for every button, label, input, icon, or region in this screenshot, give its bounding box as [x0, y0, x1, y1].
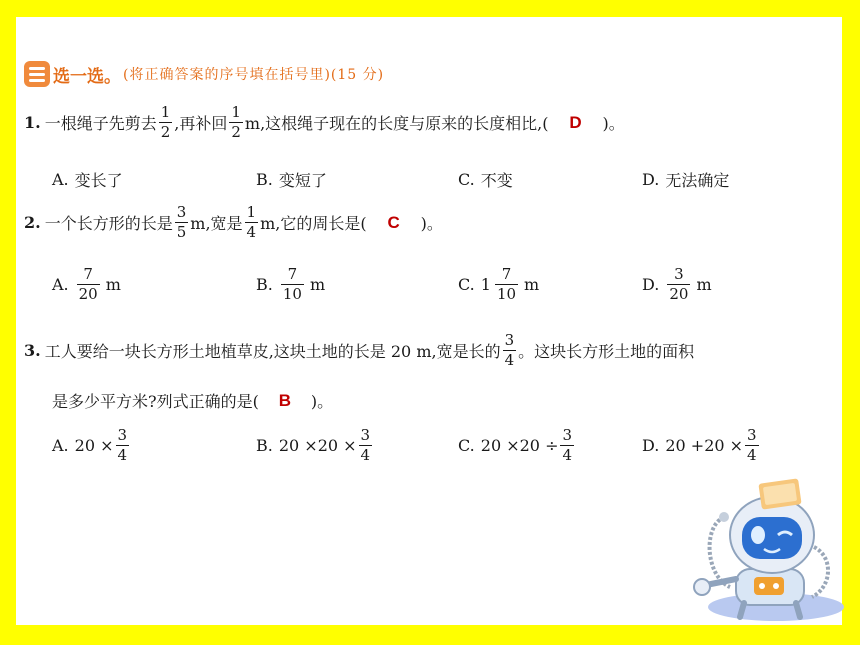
- fraction: $\frac{3}{4}$: [504, 331, 515, 369]
- section-instructions: (将正确答案的序号填在括号里)(15 分): [123, 67, 385, 83]
- question-number: 2.: [24, 213, 41, 232]
- option-a[interactable]: A. 变长了: [52, 170, 123, 190]
- option-c[interactable]: C. 1 $\frac{7}{10}$ m: [458, 265, 540, 303]
- option-b[interactable]: B. 20 ×20 × $\frac{3}{4}$: [256, 426, 371, 464]
- option-c[interactable]: C. 不变: [458, 170, 513, 190]
- worksheet-page: [16, 17, 842, 625]
- question-2: [24, 205, 443, 240]
- section-title: 选一选。: [53, 66, 121, 87]
- fraction: $\frac{3}{5}$: [176, 203, 187, 241]
- option-c[interactable]: C. 20 ×20 ÷ $\frac{3}{4}$: [458, 426, 573, 464]
- option-a[interactable]: A. 20 × $\frac{3}{4}$: [52, 426, 128, 464]
- option-d[interactable]: D. 无法确定: [642, 170, 730, 190]
- section-header: [24, 61, 384, 87]
- question-text: 一个长方形的长是: [44, 214, 173, 233]
- option-b[interactable]: B. $\frac{7}{10}$ m: [256, 265, 326, 303]
- robot-mascot-icon: [684, 477, 844, 627]
- question-text: 一根绳子先剪去: [44, 114, 157, 133]
- answer-blank[interactable]: D: [569, 112, 582, 132]
- question-text: )。: [310, 392, 334, 411]
- fraction: $\frac{1}{4}$: [246, 203, 257, 241]
- question-text: ,再补回: [174, 114, 228, 133]
- question-text: 工人要给一块长方形土地植草皮,这块土地的长是 20 m,宽是长的: [44, 342, 501, 361]
- question-text: 。这块长方形土地的面积: [518, 342, 695, 361]
- question-text: m,它的周长是(: [260, 214, 367, 233]
- question-number: 1.: [24, 113, 41, 132]
- fraction: $\frac{1}{2}$: [231, 103, 241, 141]
- option-d[interactable]: D. 20 +20 × $\frac{3}{4}$: [642, 426, 757, 464]
- answer-blank[interactable]: B: [278, 390, 291, 410]
- answer-blank[interactable]: C: [387, 212, 400, 232]
- option-b[interactable]: B. 变短了: [256, 170, 327, 190]
- fraction: $\frac{1}{2}$: [160, 103, 171, 141]
- question-text: 是多少平方米?列式正确的是(: [52, 392, 259, 411]
- question-text: m,这根绳子现在的长度与原来的长度相比,(: [244, 114, 549, 133]
- list-badge-icon: [24, 61, 50, 87]
- question-text: )。: [602, 114, 625, 133]
- question-3-line-2: [52, 389, 333, 412]
- question-text: )。: [420, 214, 443, 233]
- option-a[interactable]: A. $\frac{7}{20}$ m: [52, 265, 121, 303]
- question-text: m,宽是: [190, 214, 243, 233]
- question-1: [24, 105, 625, 140]
- question-number: 3.: [24, 341, 41, 360]
- option-d[interactable]: D. $\frac{3}{20}$ m: [642, 265, 712, 303]
- question-3: [24, 333, 694, 368]
